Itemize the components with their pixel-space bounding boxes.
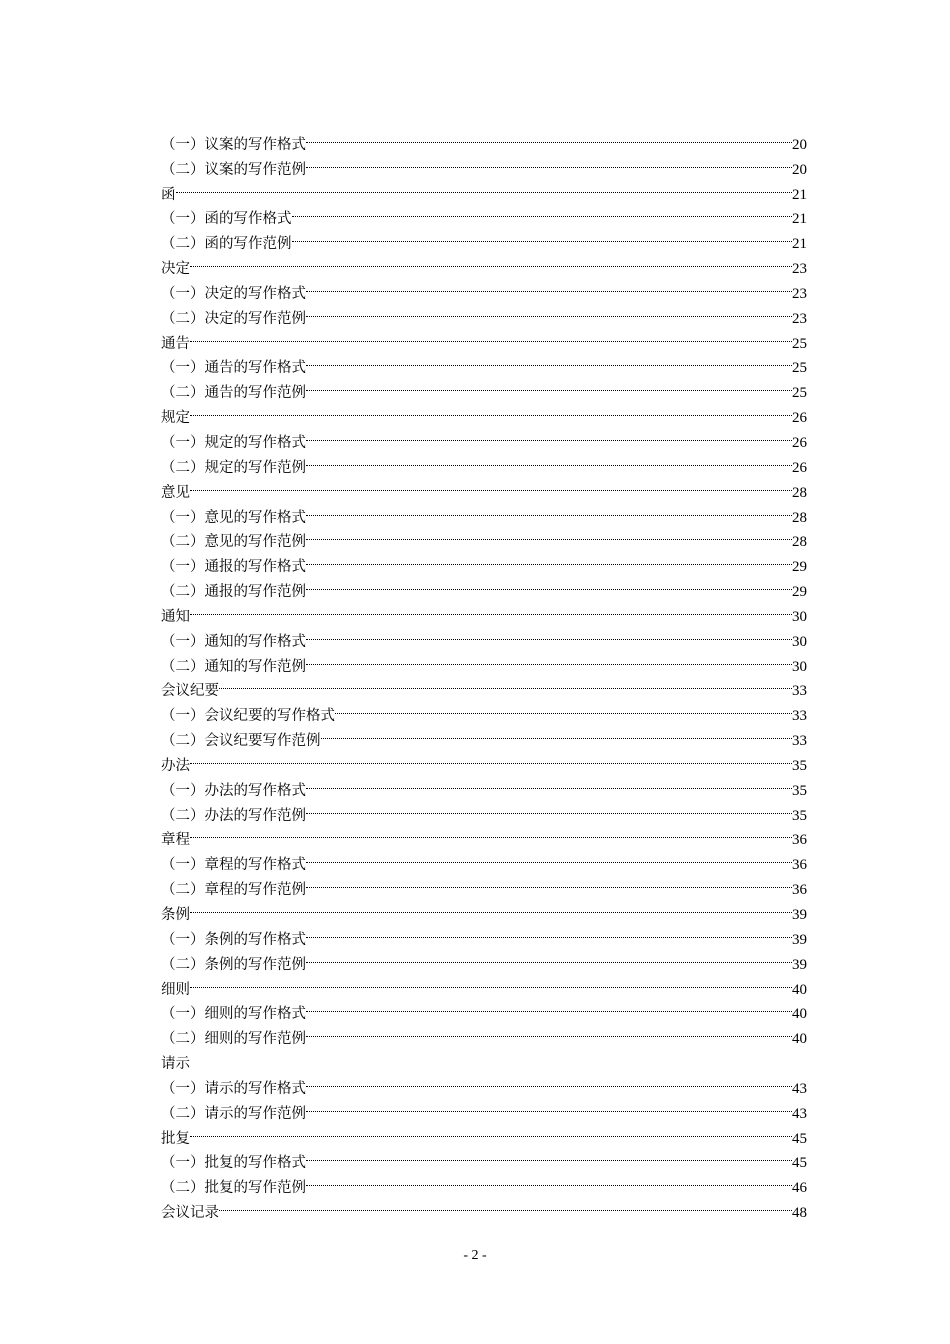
toc-dot-leader	[306, 944, 792, 969]
toc-entry-label: 意见	[161, 484, 190, 501]
toc-entry-page-number: 30	[792, 633, 807, 650]
toc-entry-page-number: 28	[792, 484, 807, 501]
toc-entry-label: （一）通知的写作格式	[161, 633, 306, 650]
toc-dot-leader	[306, 149, 792, 174]
toc-entry-label: （一）办法的写作格式	[161, 782, 306, 799]
toc-entry[interactable]	[161, 174, 807, 203]
toc-entry-page-number: 35	[792, 757, 807, 774]
toc-dot-leader	[335, 695, 792, 720]
toc-entry-label: 通知	[161, 608, 190, 625]
toc-entry[interactable]	[161, 770, 807, 799]
toc-entry-page-number: 36	[792, 882, 807, 899]
toc-entry-page-number: 29	[792, 559, 807, 576]
toc-dot-leader	[219, 671, 792, 696]
toc-dot-leader	[321, 720, 793, 745]
toc-entry-page-number: 30	[792, 608, 807, 625]
page-number: - 2 -	[463, 1248, 487, 1263]
toc-entry-label: 细则	[161, 981, 190, 998]
toc-entry-label: （二）议案的写作范例	[161, 161, 306, 178]
toc-entry-label: 函	[161, 186, 176, 203]
toc-entry[interactable]	[161, 1043, 807, 1073]
toc-dot-leader	[306, 298, 792, 323]
toc-dot-leader	[190, 894, 792, 919]
toc-entry[interactable]	[161, 621, 807, 650]
toc-entry[interactable]	[161, 1192, 807, 1222]
toc-entry[interactable]	[161, 894, 807, 923]
toc-dot-leader	[306, 571, 792, 596]
toc-entry-label: （一）意见的写作格式	[161, 509, 306, 526]
toc-dot-leader	[306, 447, 792, 472]
toc-entry-page-number: 33	[792, 683, 807, 700]
toc-dot-leader	[190, 596, 792, 621]
toc-entry[interactable]	[161, 820, 807, 849]
toc-entry-page-number: 20	[792, 161, 807, 178]
toc-entry-page-number: 20	[792, 136, 807, 153]
toc-entry[interactable]	[161, 422, 807, 451]
toc-entry-page-number: 39	[792, 931, 807, 948]
toc-entry[interactable]	[161, 472, 807, 501]
toc-entry-label: （一）函的写作格式	[161, 211, 292, 228]
toc-dot-leader	[306, 919, 792, 944]
toc-entry-page-number: 26	[792, 459, 807, 476]
toc-entry-page-number: 30	[792, 658, 807, 675]
toc-dot-leader	[219, 1192, 792, 1217]
toc-dot-leader	[306, 522, 792, 547]
toc-dot-leader	[190, 969, 792, 994]
table-of-contents	[161, 124, 807, 1222]
toc-entry[interactable]	[161, 596, 807, 625]
toc-dot-leader	[306, 844, 792, 869]
toc-dot-leader	[292, 223, 793, 248]
toc-entry[interactable]	[161, 994, 807, 1023]
toc-entry-label: （一）请示的写作格式	[161, 1080, 306, 1097]
toc-entry-page-number: 40	[792, 1031, 807, 1048]
toc-entry-page-number: 36	[792, 857, 807, 874]
toc-entry[interactable]	[161, 695, 807, 725]
toc-entry-label: 决定	[161, 261, 190, 278]
toc-entry[interactable]	[161, 397, 807, 427]
toc-entry-page-number: 43	[792, 1080, 807, 1097]
toc-dot-leader	[306, 546, 792, 571]
toc-entry-label: （二）函的写作范例	[161, 236, 292, 253]
toc-entry-label: （一）规定的写作格式	[161, 434, 306, 451]
toc-entry-label: （二）决定的写作范例	[161, 310, 306, 327]
toc-dot-leader	[306, 1093, 792, 1118]
toc-entry[interactable]	[161, 844, 807, 874]
toc-entry-label: （一）章程的写作格式	[161, 857, 306, 874]
toc-entry-label: 条例	[161, 907, 190, 923]
toc-dot-leader	[190, 1118, 792, 1143]
toc-dot-leader	[306, 646, 792, 671]
toc-entry-label: （一）批复的写作格式	[161, 1155, 306, 1172]
toc-entry-page-number: 43	[792, 1105, 807, 1122]
toc-entry-page-number: 26	[792, 410, 807, 427]
toc-entry-label: 章程	[161, 832, 190, 849]
toc-entry-label: （一）条例的写作格式	[161, 931, 306, 948]
toc-entry[interactable]	[161, 497, 807, 526]
toc-entry-page-number: 48	[792, 1205, 807, 1222]
toc-dot-leader	[306, 1068, 792, 1093]
toc-entry-label: （二）条例的写作范例	[161, 956, 306, 973]
toc-entry[interactable]	[161, 199, 807, 228]
toc-dot-leader	[190, 248, 792, 273]
toc-entry[interactable]	[161, 919, 807, 948]
toc-entry-page-number: 23	[792, 285, 807, 302]
toc-dot-leader	[306, 348, 792, 373]
toc-entry-page-number: 23	[792, 310, 807, 327]
toc-entry-page-number: 23	[792, 261, 807, 278]
toc-entry-label: （二）批复的写作范例	[161, 1180, 306, 1197]
toc-dot-leader	[306, 621, 792, 646]
toc-entry-page-number: 33	[792, 733, 807, 750]
toc-entry-page-number: 40	[792, 1006, 807, 1023]
toc-entry-page-number: 40	[792, 981, 807, 998]
toc-entry-page-number: 28	[792, 534, 807, 551]
toc-entry-page-number: 28	[792, 509, 807, 526]
toc-entry[interactable]	[161, 1068, 807, 1097]
toc-entry-label: （二）意见的写作范例	[161, 534, 306, 551]
toc-entry-page-number: 36	[792, 832, 807, 849]
toc-entry-label: 批复	[161, 1130, 190, 1147]
toc-entry[interactable]	[161, 1143, 807, 1172]
toc-entry-label: （一）细则的写作格式	[161, 1006, 306, 1023]
toc-entry-page-number: 29	[792, 584, 807, 601]
toc-entry-page-number: 39	[792, 956, 807, 973]
toc-dot-leader	[306, 273, 792, 298]
toc-entry[interactable]	[161, 671, 807, 700]
toc-dot-leader	[190, 820, 792, 845]
toc-dot-leader	[306, 994, 792, 1019]
toc-entry-label: （一）会议纪要的写作格式	[161, 708, 335, 725]
toc-entry[interactable]	[161, 323, 807, 352]
toc-dot-leader	[306, 869, 792, 894]
toc-entry-label: （二）细则的写作范例	[161, 1031, 306, 1048]
toc-dot-leader	[306, 422, 792, 447]
toc-dot-leader	[190, 397, 792, 422]
toc-entry-page-number: 25	[792, 385, 807, 402]
toc-entry-page-number: 46	[792, 1180, 807, 1197]
toc-dot-leader	[306, 1018, 792, 1043]
toc-entry-label: 会议纪要	[161, 683, 219, 700]
toc-entry[interactable]	[161, 273, 807, 302]
toc-entry-label: （一）通告的写作格式	[161, 360, 306, 377]
toc-entry[interactable]	[161, 348, 807, 377]
toc-entry[interactable]	[161, 248, 807, 278]
toc-entry-page-number: 25	[792, 360, 807, 377]
toc-entry[interactable]	[161, 969, 807, 998]
toc-entry-label: （二）通知的写作范例	[161, 658, 306, 675]
toc-entry-label: （一）通报的写作格式	[161, 559, 306, 576]
toc-dot-leader	[292, 199, 793, 224]
toc-entry-label: 办法	[161, 757, 190, 774]
toc-entry-label: 通告	[161, 335, 190, 352]
toc-entry-label: （二）章程的写作范例	[161, 882, 306, 899]
toc-entry-label: （二）会议纪要写作范例	[161, 733, 321, 750]
toc-entry-page-number: 26	[792, 434, 807, 451]
toc-entry-page-number: 25	[792, 335, 807, 352]
toc-entry-label: （二）请示的写作范例	[161, 1105, 306, 1122]
toc-entry-page-number: 45	[792, 1155, 807, 1172]
toc-entry-label: （一）议案的写作格式	[161, 136, 306, 153]
toc-dot-leader	[306, 1167, 792, 1192]
toc-entry-page-number: 45	[792, 1130, 807, 1147]
toc-entry-page-number: 33	[792, 708, 807, 725]
toc-entry-label: 会议记录	[161, 1205, 219, 1222]
toc-dot-leader	[306, 372, 792, 397]
toc-entry-page-number: 39	[792, 907, 807, 923]
toc-entry-label: 请示	[161, 1056, 190, 1073]
toc-entry-page-number: 35	[792, 782, 807, 799]
toc-entry-page-number: 35	[792, 807, 807, 824]
toc-entry-label: （一）决定的写作格式	[161, 285, 306, 302]
toc-dot-leader	[306, 795, 792, 820]
toc-entry-page-number: 21	[792, 236, 807, 253]
toc-entry[interactable]	[161, 745, 807, 774]
toc-entry-label: （二）办法的写作范例	[161, 807, 306, 824]
toc-dot-leader	[306, 1143, 792, 1168]
toc-dot-leader	[306, 497, 792, 522]
toc-dot-leader	[190, 1043, 807, 1068]
toc-entry-page-number: 21	[792, 186, 807, 203]
toc-entry-label: 规定	[161, 410, 190, 427]
toc-dot-leader	[190, 472, 792, 497]
toc-dot-leader	[190, 745, 792, 770]
toc-entry[interactable]	[161, 124, 807, 153]
toc-dot-leader	[306, 124, 792, 149]
toc-dot-leader	[176, 174, 793, 199]
toc-entry[interactable]	[161, 1118, 807, 1147]
toc-dot-leader	[190, 323, 792, 348]
toc-entry-label: （二）通告的写作范例	[161, 385, 306, 402]
toc-entry-label: （二）规定的写作范例	[161, 459, 306, 476]
toc-entry-page-number: 21	[792, 211, 807, 228]
toc-entry-label: （二）通报的写作范例	[161, 584, 306, 601]
toc-dot-leader	[306, 770, 792, 795]
